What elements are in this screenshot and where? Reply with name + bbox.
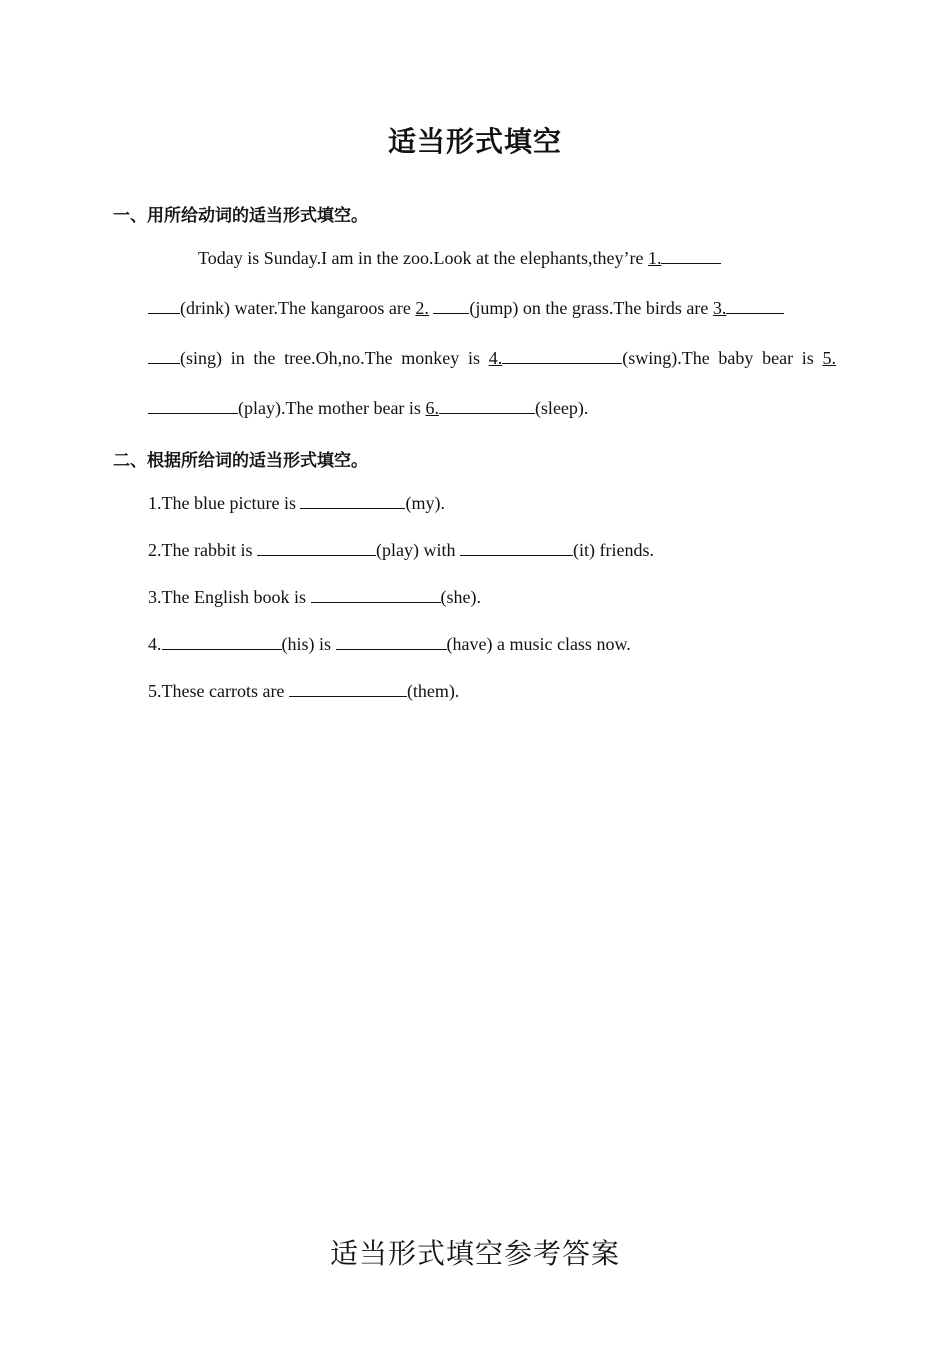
passage-text: (jump) on the grass.The birds are bbox=[469, 298, 713, 318]
passage-line-1 bbox=[198, 248, 721, 269]
question-text: 3.The English book is bbox=[148, 587, 311, 607]
question-5 bbox=[148, 681, 459, 702]
blank-number-3: 3. bbox=[712, 298, 727, 318]
answer-blank[interactable] bbox=[257, 541, 376, 556]
answer-blank[interactable] bbox=[460, 541, 573, 556]
passage-line-2 bbox=[148, 298, 836, 319]
blank-number-1: 1. bbox=[647, 248, 662, 268]
passage-line-4 bbox=[148, 398, 836, 419]
answer-blank[interactable] bbox=[289, 682, 407, 697]
section-1-heading: 一、用所给动词的适当形式填空。 bbox=[113, 206, 368, 226]
passage-text: (sing) in the tree.Oh,no.The monkey is bbox=[180, 348, 489, 368]
passage-text: (play).The mother bear is bbox=[238, 398, 426, 418]
section-2-heading: 二、根据所给词的适当形式填空。 bbox=[113, 451, 368, 471]
passage-text: Today is Sunday.I am in the zoo.Look at the elephants,they’re bbox=[198, 248, 648, 268]
answer-blank[interactable] bbox=[311, 588, 441, 603]
answer-key-title: 适当形式填空参考答案 bbox=[329, 1237, 620, 1270]
page-title: 适当形式填空 bbox=[387, 125, 562, 158]
answer-blank[interactable] bbox=[336, 635, 447, 650]
answer-blank-2[interactable] bbox=[433, 299, 469, 314]
answer-blank-1[interactable] bbox=[661, 249, 721, 264]
passage-text: (swing).The baby bear is bbox=[622, 348, 823, 368]
passage-line-3 bbox=[148, 348, 836, 369]
blank-number-4: 4. bbox=[488, 348, 503, 368]
question-text: (it) friends. bbox=[572, 540, 654, 560]
question-1 bbox=[148, 493, 445, 514]
question-3 bbox=[148, 587, 481, 608]
question-4 bbox=[148, 634, 631, 655]
blank-number-5: 5. bbox=[822, 348, 836, 368]
blank-number-2: 2. bbox=[415, 298, 429, 318]
answer-blank[interactable] bbox=[162, 635, 282, 650]
question-text: (have) a music class now. bbox=[446, 634, 631, 654]
passage-text: (drink) water.The kangaroos are bbox=[180, 298, 416, 318]
answer-blank[interactable] bbox=[300, 494, 405, 509]
question-text: 4. bbox=[148, 634, 162, 654]
question-text: (play) with bbox=[375, 540, 460, 560]
question-text: (my). bbox=[405, 493, 445, 513]
answer-blank-3-cont[interactable] bbox=[148, 349, 180, 364]
question-text: (them). bbox=[406, 681, 460, 701]
question-text: 5.These carrots are bbox=[148, 681, 289, 701]
question-text: 2.The rabbit is bbox=[148, 540, 257, 560]
answer-blank-4[interactable] bbox=[502, 349, 622, 364]
answer-blank-6[interactable] bbox=[439, 399, 535, 414]
question-text: 1.The blue picture is bbox=[148, 493, 301, 513]
answer-blank-5[interactable] bbox=[148, 399, 238, 414]
question-text: (she). bbox=[440, 587, 481, 607]
passage-text: (sleep). bbox=[534, 398, 589, 418]
blank-number-6: 6. bbox=[425, 398, 439, 418]
answer-blank-1-cont[interactable] bbox=[148, 299, 180, 314]
answer-blank-3[interactable] bbox=[726, 299, 784, 314]
question-2 bbox=[148, 540, 654, 561]
question-text: (his) is bbox=[281, 634, 336, 654]
